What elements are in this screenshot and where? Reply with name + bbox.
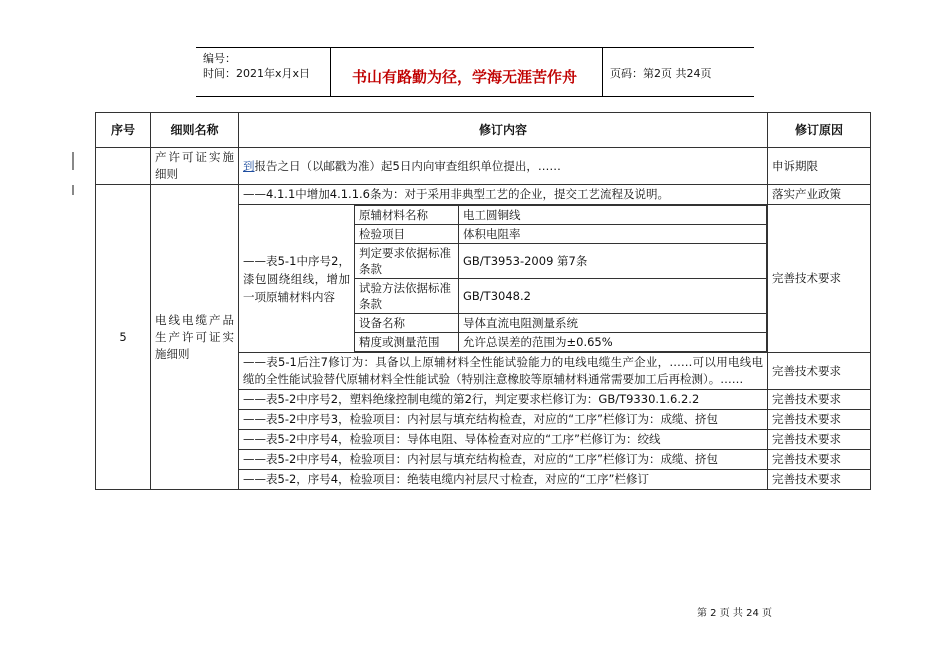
reason-cell: 完善技术要求 <box>768 410 871 430</box>
content-text: 报告之日（以邮戳为准）起5日内向审查组织单位提出，…… <box>254 158 561 173</box>
document-number: 编号： <box>203 52 236 65</box>
header-motto: 书山有路勤为径，学海无涯苦作舟 <box>352 68 578 86</box>
reason-cell: 完善技术要求 <box>768 353 871 390</box>
content-cell: ——表5-1后注7修订为：具备以上原辅材料全性能试验能力的电线电缆生产企业，……可以用电线电缆的全性能试验替代原辅材料全性能试验（特别注意橡胶等原辅材料通常需要加工后再检测）。…… <box>239 353 768 390</box>
page-footer: 第 2 页 共 24 页 <box>697 608 772 619</box>
reason-cell: 落实产业政策 <box>768 185 871 205</box>
content-link[interactable]: 到 <box>243 158 255 173</box>
material-value: GB/T3953-2009 第7条 <box>459 244 767 279</box>
content-cell: ——表5-2中序号2，塑料绝缘控制电缆的第2行，判定要求栏修订为：GB/T9330.1.6.2.2 <box>239 390 768 410</box>
material-row <box>355 333 767 352</box>
table-row <box>96 148 871 185</box>
margin-mark-bottom <box>72 185 74 195</box>
table-row <box>96 185 871 205</box>
material-row <box>355 206 767 225</box>
material-key: 精度或测量范围 <box>355 333 459 352</box>
content-cell: ——表5-2，序号4，检验项目：绝装电缆内衬层尺寸检查，对应的“工序”栏修订 <box>239 470 768 490</box>
content-cell: ——表5-2中序号4，检验项目：导体电阻、导体检查对应的“工序”栏修订为：绞线 <box>239 430 768 450</box>
content-cell <box>239 148 768 185</box>
header-reason: 修订原因 <box>768 113 871 148</box>
header-name: 细则名称 <box>151 113 239 148</box>
header-content: 修订内容 <box>239 113 768 148</box>
content-cell <box>239 205 768 353</box>
rule-name-cell: 产许可证实施细则 <box>151 148 239 185</box>
material-row <box>355 279 767 314</box>
material-value: 电工圆铜线 <box>459 206 767 225</box>
content-cell: ——4.1.1中增加4.1.1.6条为：对于采用非典型工艺的企业，提交工艺流程及说明。 <box>239 185 768 205</box>
material-key: 试验方法依据标准条款 <box>355 279 459 314</box>
material-value: GB/T3048.2 <box>459 279 767 314</box>
reason-cell: 申诉期限 <box>768 148 871 185</box>
reason-cell: 完善技术要求 <box>768 205 871 353</box>
header-divider-left <box>330 47 331 97</box>
reason-cell: 完善技术要求 <box>768 470 871 490</box>
material-value: 体积电阻率 <box>459 225 767 244</box>
reason-cell: 完善技术要求 <box>768 430 871 450</box>
material-row <box>355 314 767 333</box>
material-key: 检验项目 <box>355 225 459 244</box>
material-key: 原辅材料名称 <box>355 206 459 225</box>
content-cell: ——表5-2中序号4，检验项目：内衬层与填充结构检查，对应的“工序”栏修订为：成缆、挤包 <box>239 450 768 470</box>
seq-cell: 5 <box>96 185 151 490</box>
header-divider-right <box>602 47 603 97</box>
material-key: 判定要求依据标准条款 <box>355 244 459 279</box>
header-top-rule <box>196 47 754 48</box>
header-seq: 序号 <box>96 113 151 148</box>
revision-table <box>95 112 871 490</box>
content-cell: ——表5-2中序号3，检验项目：内衬层与填充结构检查，对应的“工序”栏修订为：成缆、挤包 <box>239 410 768 430</box>
rule-name-cell: 电线电缆产品生产许可证实施细则 <box>151 185 239 490</box>
material-row <box>355 225 767 244</box>
material-key: 设备名称 <box>355 314 459 333</box>
table-header-row <box>96 113 871 148</box>
seq-cell <box>96 148 151 185</box>
material-value: 允许总误差的范围为±0.65% <box>459 333 767 352</box>
material-value: 导体直流电阻测量系统 <box>459 314 767 333</box>
nested-description: ——表5-1中序号2，漆包圆绕组线，增加一项原辅材料内容 <box>243 253 350 304</box>
header-bottom-rule <box>196 96 754 97</box>
page-indicator: 页码：第2页 共24页 <box>610 67 712 80</box>
reason-cell: 完善技术要求 <box>768 450 871 470</box>
document-time: 时间：2021年x月x日 <box>203 67 311 80</box>
reason-cell: 完善技术要求 <box>768 390 871 410</box>
margin-mark-top <box>72 152 74 170</box>
material-row <box>355 244 767 279</box>
material-table <box>354 205 767 352</box>
